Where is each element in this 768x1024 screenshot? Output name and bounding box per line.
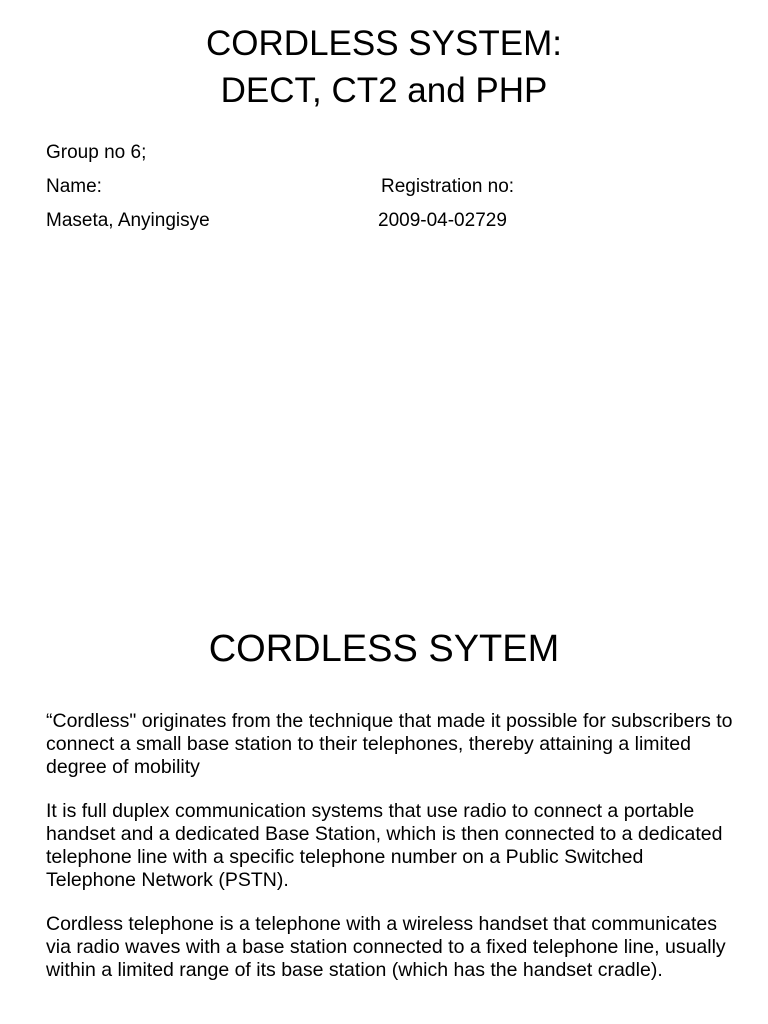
slide-heading: CORDLESS SYTEM — [208, 628, 560, 670]
slide-cordless-system — [0, 512, 768, 1024]
group-label: Group no 6; — [46, 142, 147, 163]
paragraph: Cordless telephone is a telephone with a wireless handset that communicates via radio waves with a base station connected to a fixed telephone line, usually within a limited range of its base station (which has the handset cradle). — [46, 913, 726, 981]
group-row — [46, 140, 726, 174]
registration-label: Registration no: — [381, 176, 515, 197]
member-row — [46, 208, 726, 242]
member-name: Maseta, Anyingisye — [46, 210, 210, 231]
group-info — [46, 140, 726, 242]
slide-title-heading — [0, 20, 768, 114]
paragraph: “Cordless" originates from the technique that made it possible for subscribers to connect a small base station to their telephones, thereby attaining a limited degree of mobility — [46, 710, 733, 778]
name-label: Name: — [46, 176, 102, 197]
slide-body — [46, 710, 736, 1003]
header-row — [46, 174, 726, 208]
title-line-2: DECT, CT2 and PHP — [220, 71, 548, 110]
member-registration: 2009-04-02729 — [378, 210, 507, 231]
paragraph: It is full duplex communication systems that use radio to connect a portable handset and a dedicated Base Station, which is then connected to a dedicated telephone line with a specific telephone number on a Public Switched Telephone Network (PSTN). — [46, 800, 723, 891]
title-line-1: CORDLESS SYSTEM: — [206, 24, 562, 63]
